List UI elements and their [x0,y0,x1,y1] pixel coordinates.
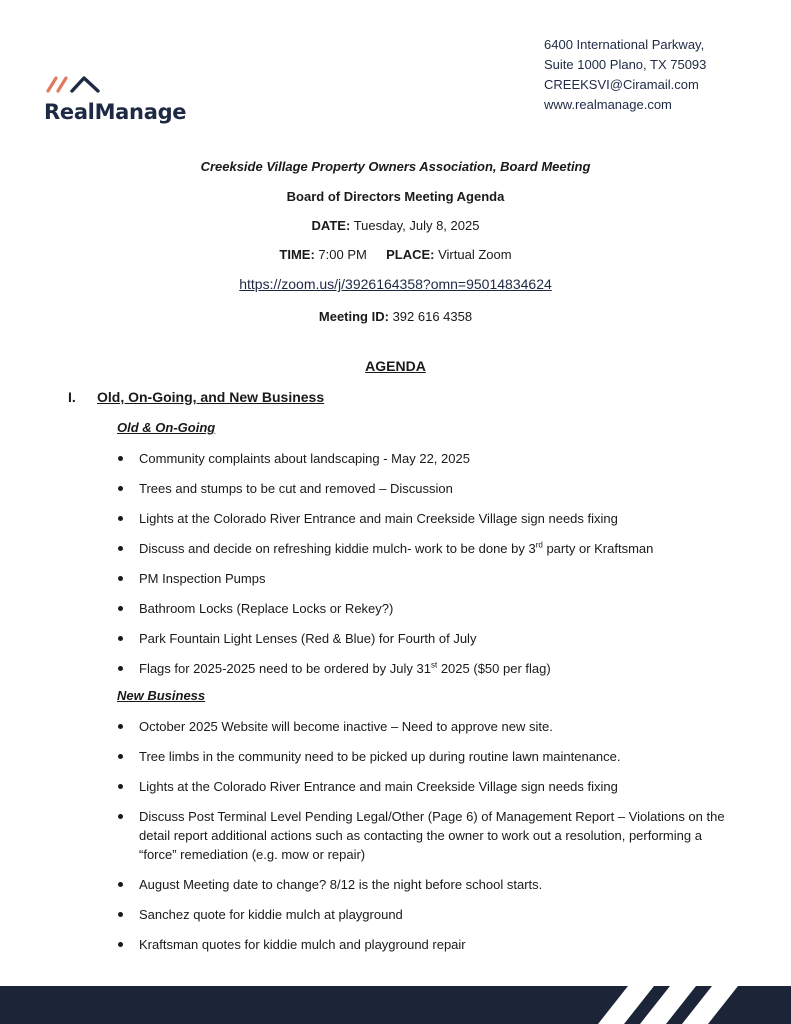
list-item: Kraftsman quotes for kiddie mulch and playground repair [117,935,737,954]
list-item: Lights at the Colorado River Entrance and main Creekside Village sign needs fixing [117,777,737,796]
list-item: Lights at the Colorado River Entrance and main Creekside Village sign needs fixing [117,509,737,528]
list-item: Sanchez quote for kiddie mulch at playground [117,905,737,924]
list-item: Park Fountain Light Lenses (Red & Blue) for Fourth of July [117,629,737,648]
meeting-id-line [0,309,791,324]
time-label: TIME: [279,247,315,262]
section-heading [68,389,324,405]
agenda-title: Board of Directors Meeting Agenda [286,189,505,204]
company-logo [44,74,187,124]
company-address [544,35,706,115]
date-label: DATE: [311,218,351,233]
zoom-link[interactable]: https://zoom.us/j/3926164358?omn=95014834624 [239,276,552,292]
date-value: Tuesday, July 8, 2025 [353,218,480,233]
list-item: Discuss Post Terminal Level Pending Legal/Other (Page 6) of Management Report – Violations on the detail report additional actions such as contacting the owner to work out a resolution, performing a “force” remediation (e.g. mow or repair) [117,807,737,864]
agenda-heading: AGENDA [365,358,426,374]
section-number: I. [68,389,76,405]
logo-text: RealManage [44,100,187,124]
time-place-line [0,247,791,262]
place-label: PLACE: [386,247,435,262]
new-business-list [117,717,737,965]
list-item: Bathroom Locks (Replace Locks or Rekey?) [117,599,737,618]
date-line [0,218,791,233]
list-item: PM Inspection Pumps [117,569,737,588]
meeting-id-label: Meeting ID: [318,309,389,324]
time-value: 7:00 PM [318,247,367,262]
new-business-heading: New Business [117,688,206,703]
place-value: Virtual Zoom [438,247,512,262]
list-item: Trees and stumps to be cut and removed – Discussion [117,479,737,498]
old-business-heading: Old & On-Going [117,420,216,435]
address-line-street: 6400 International Parkway, [544,37,705,52]
list-item: August Meeting date to change? 8/12 is the night before school starts. [117,875,737,894]
ordinal-suffix: rd [535,540,543,550]
footer-band [0,986,791,1024]
address-website[interactable]: www.realmanage.com [544,97,672,112]
address-line-city: Suite 1000 Plano, TX 75093 [544,57,707,72]
list-item: Tree limbs in the community need to be picked up during routine lawn maintenance. [117,747,737,766]
list-item: Flags for 2025-2025 need to be ordered by July 31st 2025 ($50 per flag) [117,659,737,678]
org-title: Creekside Village Property Owners Association, Board Meeting [200,159,591,174]
list-item: October 2025 Website will become inactive – Need to approve new site. [117,717,737,736]
old-business-list [117,449,737,689]
ordinal-suffix: st [430,660,438,670]
meeting-id-value: 392 616 4358 [392,309,473,324]
list-item: Discuss and decide on refreshing kiddie mulch- work to be done by 3rd party or Kraftsman [117,539,737,558]
realmanage-roof-logo-icon [46,74,106,94]
list-item: Community complaints about landscaping - May 22, 2025 [117,449,737,468]
address-email[interactable]: CREEKSVI@Ciramail.com [544,77,699,92]
footer-stripes-icon [0,986,791,1024]
section-title: Old, On-Going, and New Business [97,389,325,405]
